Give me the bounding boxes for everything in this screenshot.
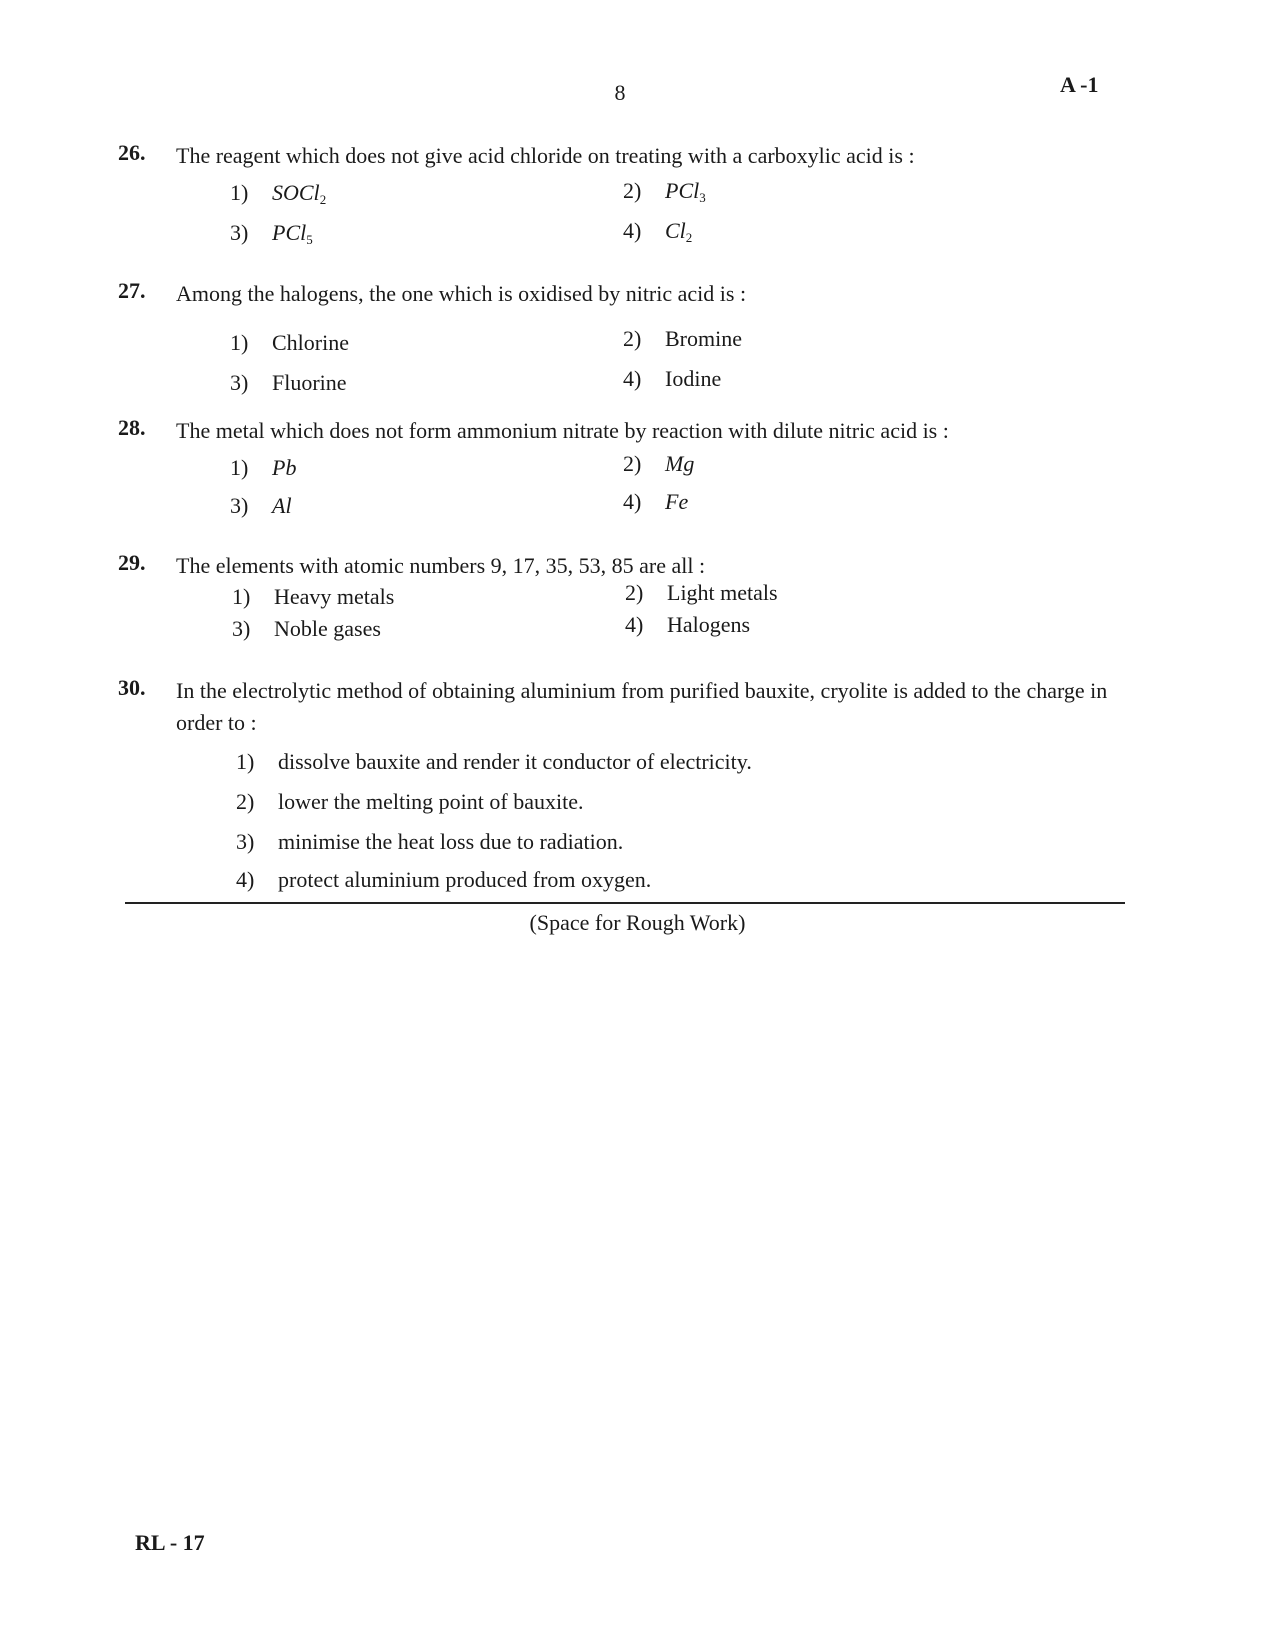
option-label: Fe	[665, 489, 689, 514]
option-number: 3)	[230, 220, 249, 245]
option-number: 1)	[230, 455, 249, 480]
option-label: Iodine	[665, 366, 722, 391]
option-label: protect aluminium produced from oxygen.	[278, 867, 652, 892]
question-30	[118, 675, 1158, 895]
formula-subscript: 5	[306, 232, 313, 247]
option-number: 3)	[230, 493, 249, 518]
option-3	[230, 493, 292, 519]
question-29	[118, 550, 1158, 650]
option-number: 4)	[623, 366, 642, 391]
option-3	[236, 829, 623, 855]
option-number: 3)	[236, 829, 255, 854]
option-label: Mg	[665, 451, 695, 476]
option-number: 3)	[232, 616, 251, 641]
option-number: 1)	[232, 584, 251, 609]
question-27	[118, 278, 1158, 398]
rough-work-label: (Space for Rough Work)	[529, 910, 746, 935]
option-4	[623, 489, 688, 515]
option-number: 1)	[230, 180, 249, 205]
option-number: 2)	[625, 580, 644, 605]
option-label: Heavy metals	[274, 584, 395, 609]
question-text: The metal which does not form ammonium nitrate by reaction with dilute nitric acid is :	[176, 418, 949, 443]
option-1	[236, 749, 752, 775]
option-number: 4)	[623, 218, 642, 243]
question-number: 27.	[118, 278, 146, 303]
option-label: lower the melting point of bauxite.	[278, 789, 584, 814]
option-number: 4)	[625, 612, 644, 637]
option-2	[623, 326, 742, 352]
option-number: 4)	[623, 489, 642, 514]
option-label: Chlorine	[272, 330, 349, 355]
question-26	[118, 140, 1158, 260]
option-2	[623, 451, 694, 477]
option-label: Light metals	[667, 580, 778, 605]
option-2	[623, 178, 706, 206]
option-number: 2)	[623, 451, 642, 476]
option-3	[230, 220, 313, 248]
rough-work-divider	[125, 902, 1125, 904]
option-number: 2)	[236, 789, 255, 814]
question-number: 26.	[118, 140, 146, 165]
option-number: 2)	[623, 178, 642, 203]
option-1	[230, 455, 296, 481]
question-set-code: A -1	[1060, 72, 1099, 97]
option-4	[625, 612, 750, 638]
question-text: Among the halogens, the one which is oxidised by nitric acid is :	[176, 281, 747, 306]
formula-subscript: 2	[319, 192, 327, 207]
option-label: minimise the heat loss due to radiation.	[278, 829, 624, 854]
option-4	[623, 218, 692, 246]
formula-base: PCl	[665, 178, 700, 203]
question-text: The elements with atomic numbers 9, 17, 35, 53, 85 are all :	[176, 553, 706, 578]
option-1	[230, 330, 349, 356]
option-label: dissolve bauxite and render it conductor of electricity.	[278, 749, 752, 774]
option-4	[236, 867, 651, 893]
formula-base: PCl	[272, 220, 307, 245]
option-label: Bromine	[665, 326, 742, 351]
option-1	[230, 180, 326, 208]
formula-base: Cl	[665, 218, 686, 243]
option-4	[623, 366, 721, 392]
option-number: 3)	[230, 370, 249, 395]
question-number: 29.	[118, 550, 146, 575]
question-text: In the electrolytic method of obtaining aluminium from purified bauxite, cryolite is added to the charge in order to :	[176, 678, 1108, 735]
question-28	[118, 415, 1158, 535]
option-label: Noble gases	[274, 616, 381, 641]
page-number: 8	[614, 80, 626, 105]
footer-code: RL - 17	[135, 1530, 205, 1555]
option-number: 2)	[623, 326, 642, 351]
option-label: Fluorine	[272, 370, 347, 395]
formula-subscript: 3	[699, 190, 706, 205]
option-label: Al	[272, 493, 292, 518]
formula-base: SOCl	[272, 180, 320, 205]
option-3	[230, 370, 347, 396]
option-number: 1)	[236, 749, 255, 774]
option-number: 4)	[236, 867, 255, 892]
question-text: The reagent which does not give acid chloride on treating with a carboxylic acid is :	[176, 143, 915, 168]
formula-subscript: 2	[685, 230, 693, 245]
option-2	[236, 789, 584, 815]
option-number: 1)	[230, 330, 249, 355]
option-2	[625, 580, 778, 606]
option-1	[232, 584, 394, 610]
question-number: 28.	[118, 415, 146, 440]
question-number: 30.	[118, 675, 146, 700]
option-label: Pb	[272, 455, 297, 480]
option-label: Halogens	[667, 612, 751, 637]
option-3	[232, 616, 381, 642]
